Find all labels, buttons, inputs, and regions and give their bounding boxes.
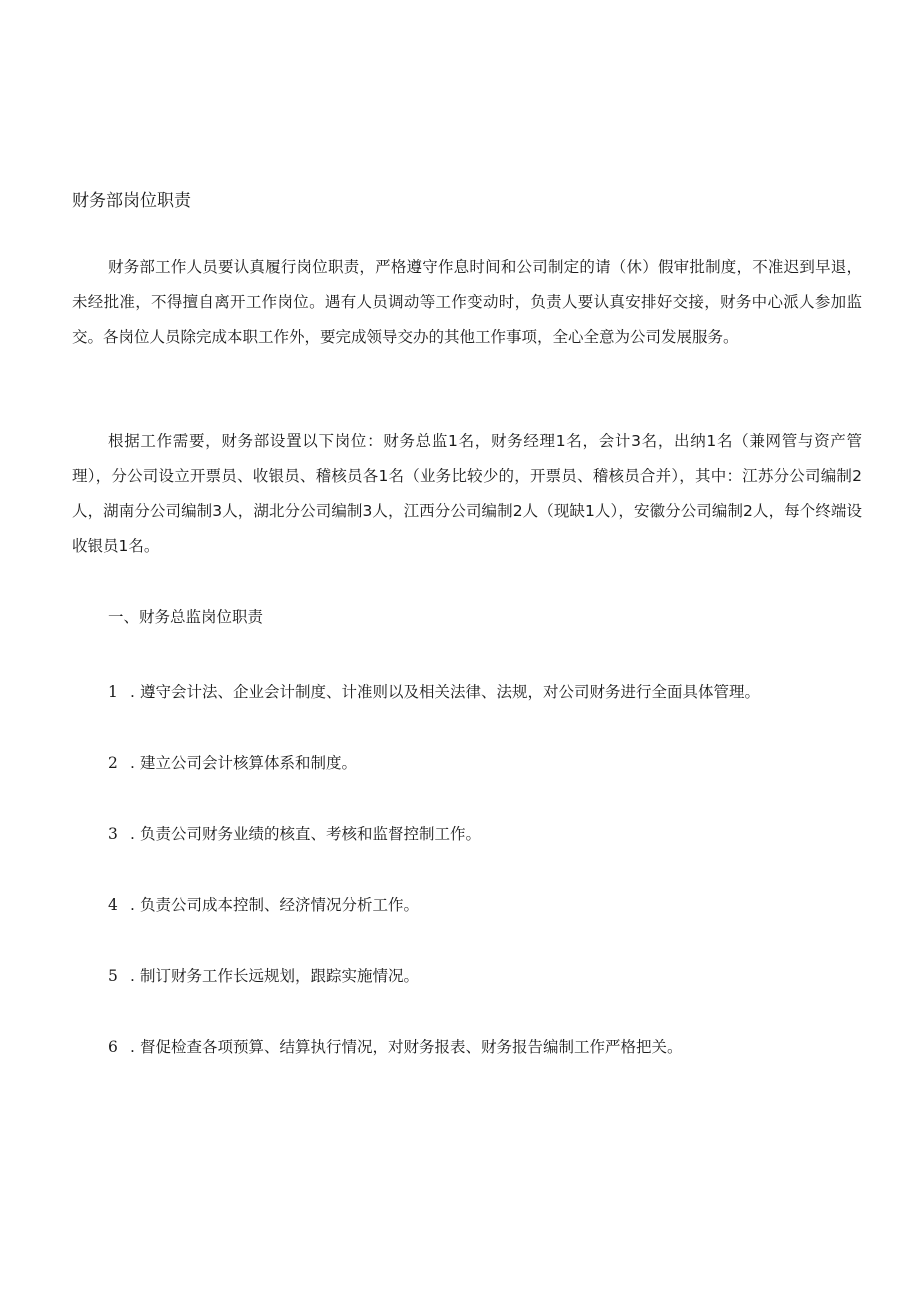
list-item-number: 4 [108,896,118,914]
list-item [108,820,481,848]
list-item-text: 建立公司会计核算体系和制度。 [140,754,358,772]
list-item-separator: . [130,683,135,701]
list-item [108,1033,683,1061]
intro-paragraph: 财务部工作人员要认真履行岗位职责，严格遵守作息时间和公司制定的请（休）假审批制度，不准迟到早退，未经批准，不得擅自离开工作岗位。遇有人员调动等工作变动时，负责人要认真安排好交接，财务中心派人参加监交。各岗位人员除完成本职工作外，要完成领导交办的其他工作事项，全心全意为公司发展服务。 [72,258,862,346]
positions-paragraph: 根据工作需要，财务部设置以下岗位：财务总监1名，财务经理1名，会计3名，出纳1名（兼网管与资产管理），分公司设立开票员、收银员、稽核员各1名（业务比较少的，开票员、稽核员合并），其中：江苏分公司编制2人，湖南分公司编制3人，湖北分公司编制3人，江西分公司编制2人（现缺1人），安徽分公司编制2人，每个终端设收银员1名。 [72,432,862,555]
list-item-number: 3 [108,825,118,843]
list-item [108,678,760,706]
list-item [108,891,419,919]
document-title: 财务部岗位职责 [72,191,191,211]
list-item-number: 5 [108,967,118,985]
list-item-separator: . [130,896,135,914]
section-heading: 一、财务总监岗位职责 [108,608,264,626]
list-item-text: 负责公司成本控制、经济情况分析工作。 [140,896,420,914]
list-item-text: 遵守会计法、企业会计制度、计准则以及相关法律、法规，对公司财务进行全面具体管理。 [140,683,761,701]
list-item [108,962,419,990]
list-item-separator: . [130,825,135,843]
list-item-text: 制订财务工作长远规划，跟踪实施情况。 [140,967,420,985]
list-item-separator: . [130,754,135,772]
list-item-number: 1 [108,683,118,701]
list-item [108,749,357,777]
list-item-text: 负责公司财务业绩的核直、考核和监督控制工作。 [140,825,482,843]
list-item-number: 6 [108,1038,118,1056]
list-item-separator: . [130,1038,135,1056]
list-item-separator: . [130,967,135,985]
list-item-text: 督促检查各项预算、结算执行情况，对财务报表、财务报告编制工作严格把关。 [140,1038,683,1056]
list-item-number: 2 [108,754,118,772]
